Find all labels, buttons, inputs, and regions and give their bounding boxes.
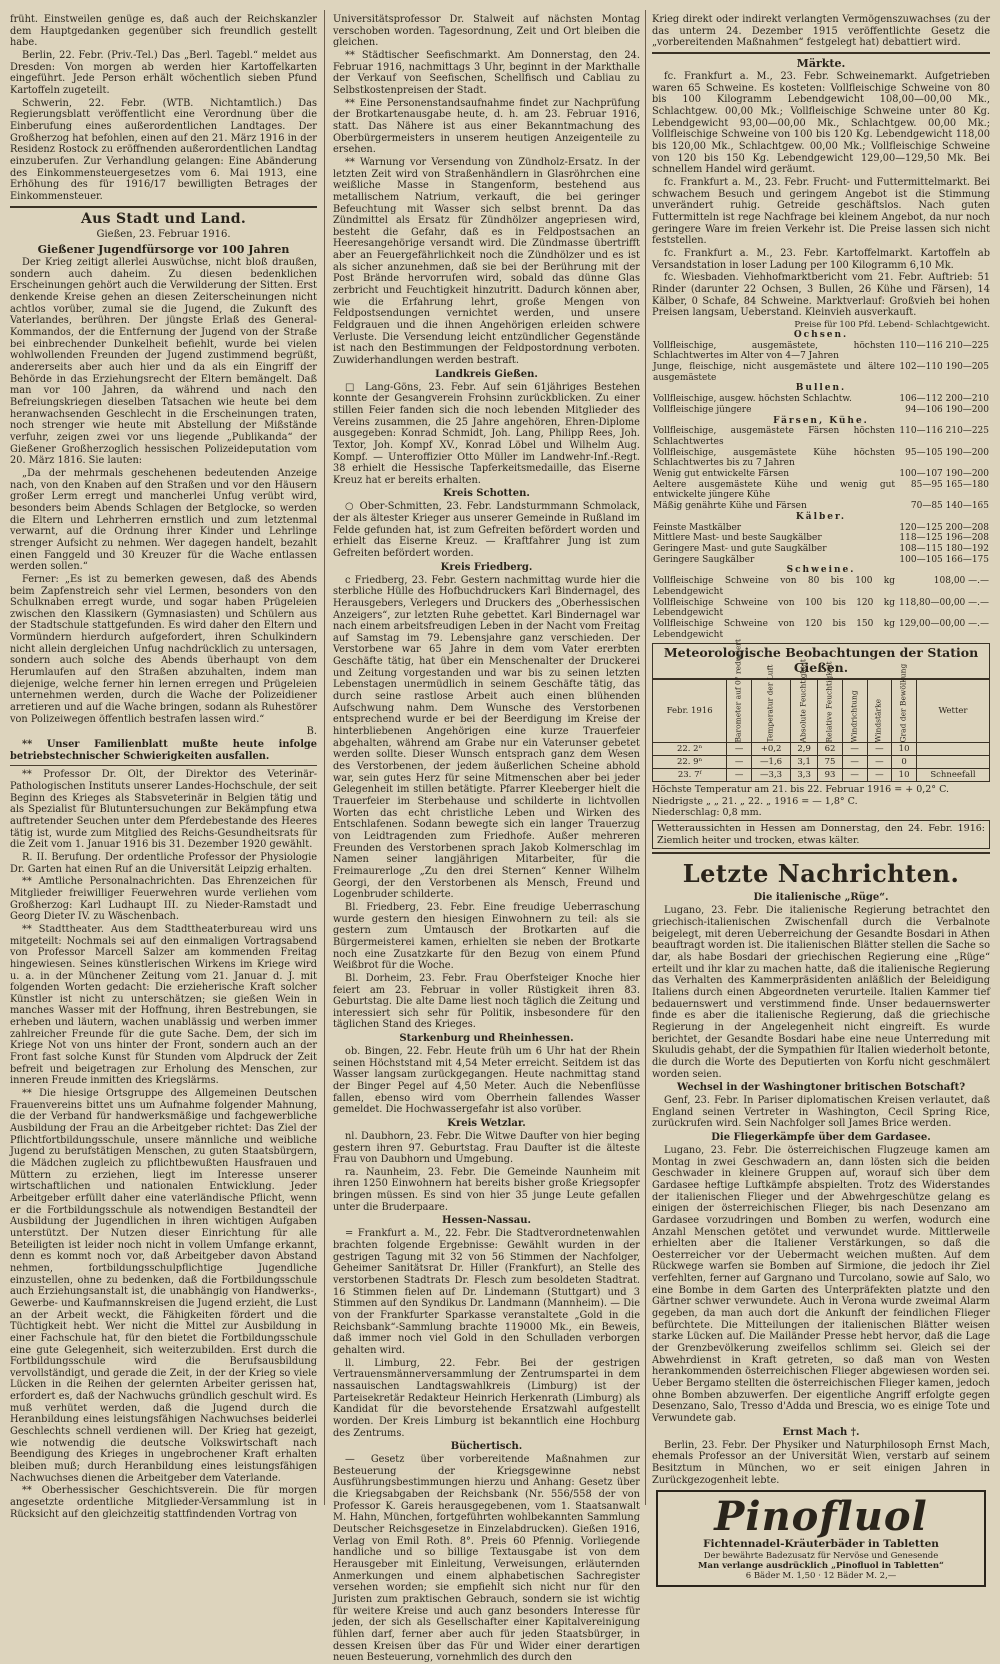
article-text: nl. Daubhorn, 23. Febr. Die Witwe Daufter von hier beging gestern ihren 97. Geburtstag. Frau Daufter ist die älteste Frau von Daubhorn und Umgebung. (333, 1130, 640, 1166)
article-text: Berlin, 23. Febr. Der Physiker und Naturphilosoph Ernst Mach, ehemals Professor an der Universität Wien, verstarb auf seinem Besitztum in München, wo er seit einigen Jahren in Zurückgezogenheit lebte. (652, 1439, 990, 1486)
weather-max: Höchste Temperatur am 21. bis 22. Februar 1916 = + 0,2° C. (652, 784, 950, 796)
price-row: Vollfleischige Schweine von 80 bis 100 kg Lebendgewicht 108,00 —.— (653, 576, 989, 597)
price-row: Vollfleischige, ausgemästete, höchsten Schlachtwertes im Alter von 4—7 Jahren 110—116 210—225 (653, 340, 989, 362)
market-report: fc. Frankfurt a. M., 23. Febr. Schweinemarkt. Aufgetrieben waren 65 Schweine. Es kosteten: Vollfleischige Schweine von 80 bis 100 Kilogramm Lebendgewicht 108,00—00,00 Mk., Schlachtgew. 00,00 Mk.; Vollfleischige Schweine unter 80 Kg. Lebendgewicht 93,00—00,00 Mk., Schlachtgew. 00,00 Mk.; Vollfleischige Schweine von 100 bis 120 Kg. Lebendgewicht 118,00 bis 120,00 Mk., Schlachtgew. 00,00 Mk.; Vollfleischige Schweine von 120 bis 150 Kg. Lebendgewicht 129,00—129,50 Mk. Bei schnellem Handel wird geräumt. (652, 71, 990, 176)
price-row: Aeltere ausgemästete Kühe und wenig gut entwickelte jüngere Kühe 85—95 165—180 (653, 479, 989, 501)
article-text: ob. Bingen, 22. Febr. Heute früh um 6 Uhr hat der Rhein seinen Höchststand mit 4,54 Meter erreicht. Seitdem ist das Wasser langsam zurückgegangen. Heute nachmittag stand der Binger Pegel auf 4,50 Meter. Auch die Nebenflüsse fallen, ebenso wird vom Oberrhein fallendes Wasser gemeldet. Die Hochwassergefahr ist also vorüber. (333, 1046, 640, 1116)
article-text: □ Lang-Göns, 23. Febr. Auf sein 61jähriges Bestehen konnte der Gesangverein Frohsinn zurückblicken. Zu einer stillen Feier fanden sich die noch lebenden Mitglieder des Vereins zusammen, die 25 Jahre angehören, Ehren-Diplome ausgegeben: Konrad Schmidt, Joh. Lang, Philipp Rees, Joh. Textor, Joh. Kompf XV., Konrad Löbel und Wilhelm Aug. Kompf. — Unteroffizier Otto Müller im Landwehr-Inf.-Regt. 38 erhielt die Hessische Tapferkeitsmedaille, das Eiserne Kreuz hat er bereits erhalten. (333, 381, 640, 486)
article-text: Krieg direkt oder indirekt verlangten Vermögenszuwachses (zu der das unterm 24. Dezember 1915 veröffentlichte Gesetz die „vorbereitenden Maßnahmen“ festgelegt hat) debattiert wird. (652, 14, 990, 49)
region-heading: Hessen-Nassau. (442, 1215, 531, 1227)
article-text: „Da der mehrmals geschehenen bedeutenden Anzeige nach, von den Knaben auf den Straßen und vor den Häusern großer Lerm erregt und mancherlei Unfug verübt wird, besonders beim Abends Schlagen der Betglocke, so werden die Eltern und Lehrherren ernstlich und zum letztenmal verwarnt, auf die Ordnung ihrer Kinder und Lehrlinge strenger Aufsicht zu nehmen. Wer dagegen handelt, bezahlt einen Fanggeld und 30 Kreuzer für die Wache entlassen werden sollen.“ (10, 467, 317, 573)
weather-column-header: Temperatur der Luft (751, 680, 790, 743)
region-heading: Starkenburg und Rheinhessen. (399, 1033, 574, 1045)
article-text: ** Eine Personenstandsaufnahme findet zur Nachprüfung der Brotkartenausgabe heute, d. h. am 23. Februar 1916, statt. Das Nähere ist aus einer Bekanntmachung des Oberbürgermeisters in unserem heutigen Anzeigenteile zu ersehen. (333, 97, 640, 156)
weather-column-header: Barometer auf 0° reduziert (727, 680, 752, 743)
divider (10, 765, 317, 766)
price-row: Mäßig genährte Kühe und Färsen 70—85 140—165 (653, 501, 989, 512)
price-row: Vollfleischige, ausgemästete Färsen höchsten Schlachtwertes 110—116 210—225 (653, 426, 989, 447)
section-heading-maerkte: Märkte. (796, 56, 846, 70)
region-heading: Kreis Friedberg. (440, 561, 533, 573)
price-category: Färsen, Kühe. (773, 415, 869, 426)
region-heading: Landkreis Gießen. (435, 368, 538, 380)
price-category: Ochsen. (793, 329, 849, 340)
article-headline: Die italienische „Rüge“. (753, 892, 889, 904)
column-middle (333, 14, 640, 1664)
price-category: Schweine. (786, 565, 856, 576)
article-text: Der Krieg zeitigt allerlei Auswüchse, nicht bloß draußen, sondern auch daheim. Zu diesen bedenklichen Erscheinungen gehört auch die Verwilderung der Sitten. Erst denkende Kreise gehen an diesen Zeiterscheinungen nicht achtlos vorüber, zumal sie die Jugend, die Zukunft des Vaterlandes, berühren. Der jüngste Erlaß des General-Kommandos, der die Entfernung der Jugend von der Straße bei einbrechender Dunkelheit befiehlt, wurde bei vielen wohlwollenden Freunden der Jugend zustimmend begrüßt, andererseits aber auch hier und da als ein Eingriff der Behörde in das Erziehungsrecht der Eltern bemängelt. Daß man vor 100 Jahren, da während und nach den Befreiungskriegen dieselben Tatsachen wie heute bei dem heranwachsenden Geschlecht in die Erscheinungen traten, noch strenger wie heute mit Abstellung der Mißstände verfuhr, zeigen zwei vor uns liegende „Publikanda“ der Gießener Großherzoglich hessischen Polizeideputation vom 20. März 1816. Sie lauten: (10, 257, 317, 467)
price-row: Feinste Mastkälber 120—125 200—208 (653, 522, 989, 533)
dateline: Gießen, 23. Februar 1916. (96, 229, 231, 241)
weather-column-header: Febr. 1916 (653, 680, 727, 743)
price-row: Vollfleischige jüngere 94—106 190—200 (653, 404, 989, 415)
region-heading: Kreis Schotten. (443, 488, 530, 500)
ad-price: 6 Bäder M. 1,50 · 12 Bäder M. 2,— (745, 1570, 897, 1581)
article-text: Bl. Friedberg, 23. Febr. Eine freudige Ueberraschung wurde gestern den hiesigen Einwohnern zu teil: als sie gestern zum Umtausch der Brotkarten auf die Bürgermeisterei kamen, erhielten sie neben der Brotkarte noch eine Zusatzkarte für den Bezug von einem Pfund Weißbrot für die Woche. (333, 901, 640, 972)
price-row: Vollfleischige Schweine von 120 bis 150 kg Lebendgewicht 129,00—00,00 —.— (653, 618, 989, 640)
article-text: c Friedberg, 23. Febr. Gestern nachmittag wurde hier die sterbliche Hülle des Hofbuchdruckers Karl Bindernagel, des Herausgebers, Verlegers und Druckers des „Oberhessischen Anzeigers“, zur letzten Ruhe gebettet. Karl Bindernagel war nach einem arbeitsfreudigen Leben in der Nacht vom Freitag auf Samstag im 79. Lebensjahre ganz verschieden. Der Verstorbene war 65 Jahre in dem vom Vater ererbten Geschäfte tätig, hat über ein Menschenalter der Druckerei und Zeitung vorgestanden und war bis zu seinen letzten Lebenstagen unermüdlich in seinem Geschäfte tätig, das durch seine rastlose Arbeit auch einen blühenden Aufschwung nahm. Dem Wunsche des Verstorbenen entsprechend wurde er bei der Beerdigung im Kreise der hinterbliebenen Angehörigen eine kurze Trauerfeier abgehalten, während am Grabe nur ein Vaterunser gebetet werden sollte. Dieser Wunsch entsprach ganz dem Wesen des Verstorbenen, der jedem äußerlichen Scheine abhold war, sein gutes Herz für seine Mitmenschen aber bei jeder Gelegenheit im stillen betätigte. Pfarrer Kleeberger hielt die Trauerfeier im Sterbehause und schilderte in lichtvollen Worten das echt christliche Leben und Wirken des Entschlafenen. Sodann bewegte sich ein langer Trauerzug von Leidtragenden zum Friedhofe. Außer mehreren Freunden des Verstorbenen sprach Jakob Kolmerschlag im Namen seiner langjährigen Mitarbeiter, für die Freimaurerloge „Zu den drei Sternen“ Kenner Wilhelm Georgi, der den Verstorbenen als Mensch, Freund und Logenbruder schilderte. (333, 574, 640, 901)
article-text: — Gesetz über vorbereitende Maßnahmen zur Besteuerung der Kriegsgewinne nebst Ausführungsbestimmungen hierzu und Anhang: Gesetz über die Kriegsabgaben der Reichsbank (Nr. 556/558 der von Professor K. Gareis herausgegebenen, vom 1. Staatsanwalt M. Hahn, München, fortgeführten wohlbekannten Sammlung Deutscher Reichsgesetze in Einzelabdrucken). Gießen 1916, Verlag von Emil Roth. 8°. Preis 60 Pfennig. Vorliegende handliche und so billige Textausgabe ist von dem Herausgeber mit Einleitung, Verweisungen, erläuternden Anmerkungen und einem alphabetischen Sachregister versehen worden; sie empfiehlt sich nicht nur für den Juristen zum praktischen Gebrauch, sondern sie ist wichtig für weitere Kreise und auch ganz besonders Interesse für jeden, der sich als Gesellschafter einer Kapitalvereinigung fühlen darf, ferner aber auch für jeden Staatsbürger, in dessen Kreisen über das Für und Wider einer derartigen neuen Besteuerung, vornehmlich des durch den (333, 1454, 640, 1664)
ad-text: Fichtennadel-Kräuterbäder in Tabletten (703, 1538, 939, 1551)
article-text: Berlin, 22. Febr. (Priv.-Tel.) Das „Berl. Tagebl.“ meldet aus Dresden: Von morgen ab werden hier Kartoffelkarten eingeführt. Jede Person erhält wöchentlich sieben Pfund Kartoffeln zugeteilt. (10, 49, 317, 96)
article-text: Ferner: „Es ist zu bemerken gewesen, daß des Abends beim Zapfenstreich sehr viel Lermen, besonders von den Schulknaben erregt wurde, und sogar haben Prügeleien zwischen den Klassikern (Gymnasiasten) und Schülern aus der Stadtschule stattgefunden. Es wird daher den Eltern und Vormündern hierdurch aufgefordert, ihren Schulkindern nicht allein dergleichen Unfug nachdrücklich zu untersagen, sondern auch solche des Abends überhaupt von dem Herumlaufen auf den Straßen abzuhalten, indem man diejenige, welche ferner hin lernen erregen und Prügeleien unternehmen werden, durch die Wache der Polizeidiener arretieren und auf die Wache bringen, sodann als Ruhestörer von Polizeiwegen öffentlich bestrafen lassen wird.“ (10, 573, 317, 725)
article-headline: Die Fliegerkämpfe über dem Gardasee. (711, 1132, 931, 1144)
weather-forecast: Wetteraussichten in Hessen am Donnerstag, den 24. Febr. 1916: Ziemlich heiter und trocken, etwas kälter. (652, 820, 990, 849)
article-headline: Gießener Jugendfürsorge vor 100 Jahren (37, 243, 290, 257)
weather-column-header: Absolute Feuchtigkeit (791, 680, 818, 743)
article-text: Lugano, 23. Febr. Die italienische Regierung betrachtet den griechisch-italienischen Zwischenfall durch die Verbalnote beigelegt, mit deren Ueberreichung der Gesandte Bosdari in Athen beauftragt worden ist. Die italienischen Blätter stellen die Sache so dar, als habe Bosdari der griechischen Regierung eine „Rüge“ erteilt und ihr klar zu machen hatte, daß die italienische Regierung das Verhalten des Kammerpräsidenten anläßlich der Beleidigung Italiens durch einen Abgeordneten verurteile. Italien Kammer tief bedauernswert und verstimmend finde. Unser bedauernswerter finde es aber die italienische Regierung, daß die griechische Regierung in der Angelegenheit nicht eingreift. Es wurde berichtet, der Gesandte Bosdari habe eine neue Unterredung mit Skuludis gehabt, der die Sympathien für Italien wiederholt betonte, die durch die Worte des Deputierten von Korfu nicht geschmälert worden seien. (652, 905, 990, 1080)
region-heading: Kreis Wetzlar. (447, 1117, 526, 1129)
article-text: R. II. Berufung. Der ordentliche Professor der Physiologie Dr. Garten hat einen Ruf an die Universität Leipzig erhalten. (10, 851, 317, 875)
article-text: ** Warnung vor Versendung von Zündholz-Ersatz. In der letzten Zeit wird von Straßenhändlern in Glasröhrchen eine weißliche Masse in Stangenform, bestehend aus metallischem Natrium, verkauft, die bei geringer Befeuchtung mit Wasser sich selbst brennt. Da das Zündmittel als Ersatz für Zündhölzer angepriesen wird, besteht die Gefahr, daß es in Feldpostsachen an Heeresangehörige versandt wird. Die Zündmasse übertrifft aber an Feuergefährlichkeit noch die Zündhölzer und es ist als sicher anzunehmen, daß sie bei der Berührung mit der Post Brände hervorrufen wird, sobald das dünne Glas zerbricht und Feuchtigkeit hinzutritt. Dadurch können aber, wie die Erfahrung lehrt, große Mengen von Feldpostsendungen vernichtet werden, und unsere Feldgrauen und die ihnen Angehörigen erleiden schwere Verluste. Die Versendung leicht entzündlicher Gegenstände ist nach den Bestimmungen der Feldpostordnung verboten. Zuwiderhandlungen werden bestraft. (333, 156, 640, 367)
price-row: Vollfleischige, ausgemästete Kühe höchsten Schlachtwertes bis zu 7 Jahren 95—105 190—200 (653, 447, 989, 469)
article-text: ** Die hiesige Ortsgruppe des Allgemeinen Deutschen Frauenvereins bittet uns um Aufnahme folgender Mahnung, die der Verband für handwerksmäßige und fachgewerbliche Ausbildung der Frau an die Arbeitgeber richtet: Das Ziel der Pflichtfortbildungsschule, unsere männliche und weibliche Jugend zu berufstätigen Menschen, zu guten Staatsbürgern, die Mädchen zugleich zu pflichtbewußten Hausfrauen und Müttern zu erziehen, liegt im Interesse unserer wirtschaftlichen und nationalen Entwicklung. Jeder Arbeitgeber erfüllt daher eine vaterländische Pflicht, wenn er die Fortbildungsschule als notwendigen Bestandteil der Ausbildung der Jugendlichen in ihren wichtigen Aufgaben unterstützt. Der Nutzen dieser Einrichtung für alle Beteiligten ist leider noch nicht in vollem Umfange erkannt, denn es kommt noch vor, daß Arbeitgeber davon Abstand nehmen, fortbildungsschulpflichtige Jugendliche einzustellen, ohne zu bedenken, daß die Fortbildungsschule auch Erziehungsanstalt ist, die unabhängig von Handwerks-, Gewerbe- und Kaufmannskreisen die Jugend erzieht, die Lust an der Arbeit weckt, die Fähigkeiten fördert und die Tüchtigkeit hebt. Wer nicht die Mittel zur Ausbildung in einer Fachschule hat, für den bietet die Fortbildungsschule eine gute Gelegenheit, sich weiterzubilden. Erst durch die Fortbildungsschule wird die Berufsausbildung vervollständigt, und gerade die Zeit, in der der Krieg so viele Lücken in die Reihen der gelernten Arbeiter gerissen hat, erfordert es, daß der Nachwuchs gründlich geschult wird. Es muß verhütet werden, daß die Jugend durch die Heranbildung eines leistungsfähigen Nachwuchses beiderlei Geschlechts schnell verdienen will. Der Krieg hat gezeigt, wie notwendig die deutsche Volkswirtschaft nach Beendigung des Krieges in ungebrochener Kraft erhalten bleiben muß; durch Heranbildung eines leistungsfähigen Nachwuchses dienen die Arbeitgeber dem Vaterlande. (10, 1088, 317, 1484)
article-headline: Wechsel in der Washingtoner britischen Botschaft? (676, 1082, 966, 1094)
ad-text: Man verlange ausdrücklich „Pinofluol in Tabletten“ (698, 1560, 944, 1571)
weather-row: 23. 7ᶠ — —3,3 3,3 93 — — 10 Schneefall (653, 769, 990, 782)
market-report: fc. Frankfurt a. M., 23. Febr. Kartoffelmarkt. Kartoffeln ab Versandstation in loser Ladung per 100 Kilogramm 6,10 Mk. (652, 247, 990, 271)
weather-column-header: Grad der Bewölkung (892, 680, 917, 743)
article-text: Schwerin, 22. Febr. (WTB. Nichtamtlich.) Das Regierungsblatt veröffentlicht eine Verordnung über die Einberufung eines außerordentlichen Landtages. Der Großherzog hat befohlen, einen auf den 21. März 1916 in der Residenz Rostock zu eröffnenden außerordentlichen Landtag einzuberufen. Zur Verhandlung gelangen: Eine Abänderung des Einkommensteuergesetzes vom 6. Mai 1913, eine Erhöhung des für 1916/17 bewilligten Betrages der Einkommensteuer. (10, 97, 317, 202)
weather-column-header: Relative Feuchtigkeit (818, 680, 843, 743)
price-row: Wenig gut entwickelte Färsen 100—107 190—200 (653, 469, 989, 480)
section-title: Aus Stadt und Land. (80, 210, 247, 227)
divider (10, 206, 317, 208)
weather-precip: Niederschlag: 0,8 mm. (652, 807, 762, 818)
weather-column-header: Windstärke (867, 680, 892, 743)
divider (652, 52, 990, 54)
ad-logo: Pinofluol (714, 1493, 928, 1541)
article-text: ll. Limburg, 22. Febr. Bei der gestrigen Vertrauensmännerversammlung der Zentrumspartei in dem nassauischen Landtagswahlkreis (Limburg) ist der Parteisekretär Redakteur Heinrich Herkenrath (Limburg) als Kandidat für die bevorstehende Ersatzwahl aufgestellt worden. Der Kreis Limburg ist bekanntlich eine Hochburg des Zentrums. (333, 1357, 640, 1439)
weather-row: 22. 2ⁿ — +0,2 2,9 62 — — 10 (653, 743, 990, 756)
price-row: Mittlere Mast- und beste Saugkälber 118—125 196—208 (653, 533, 989, 544)
market-report: fc. Wiesbaden. Viehhofmarktbericht vom 21. Febr. Auftrieb: 51 Rinder (darunter 22 Ochsen, 3 Bullen, 26 Kühe und Färsen), 14 Kälber, 0 Schafe, 84 Schweine. Marktverlauf: Großvieh bei hohen Preisen langsam, Ueberstand. Kleinvieh ausverkauft. (652, 272, 990, 319)
price-row: Vollfleischige, ausgew. höchsten Schlachtw. 106—112 200—210 (653, 394, 989, 405)
article-text: ** Professor Dr. Olt, der Direktor des Veterinär-Pathologischen Instituts unserer Landes-Hochschule, der seit Beginn des Krieges als Stabsveterinär in Belgien tätig und als Spezialist für Blutuntersuchungen zur Bekämpfung etwa auftretender Seuchen unter dem Pferdebestande des Heeres tätig ist, wurde zum Mitglied des Reichs-Gesundheitsrats für die Zeit vom 1. Januar 1916 bis 31. Dezember 1920 gewählt. (10, 769, 317, 851)
price-row: Vollfleischige Schweine von 100 bis 120 kg Lebendgewicht 118,80—00,00 —.— (653, 597, 989, 619)
price-row: Junge, fleischige, nicht ausgemästete und ältere ausgemästete 102—110 190—205 (653, 362, 989, 383)
price-category: Bullen. (795, 383, 847, 394)
weather-table-title: Meteorologische Beobachtungen der Station Gießen. (652, 643, 990, 679)
article-text: ** Amtliche Personalnachrichten. Das Ehrenzeichen für Mitglieder freiwilliger Feuerwehren wurde verliehen vom Großherzog: Karl Ludhaupt III. zu Nieder-Ramstadt und Georg Dieter IV. zu Wäschenbach. (10, 876, 317, 923)
weather-min: Niedrigste „ „ 21. „ 22. „ 1916 = — 1,8° C. (652, 795, 858, 807)
author-initial: B. (306, 726, 317, 738)
article-text: Universitätsprofessor Dr. Stalweit auf nächsten Montag verschoben worden. Tagesordnung, Zeit und Ort bleiben die gleichen. (333, 14, 640, 49)
price-row: Geringere Saugkälber 100—105 166—175 (653, 554, 989, 565)
article-text: ** Stadttheater. Aus dem Stadttheaterbureau wird uns mitgeteilt: Nochmals sei auf den einmaligen Vortragsabend von Professor Marcell Salzer am kommenden Freitag hingewiesen. Seines künstlerischen Wirkens im Kriege wird u. a. in der Münchener Zeitung vom 21. Januar d. J. mit folgenden Worten gedacht: Die erzieherische Kraft solcher Künstler ist nicht zu unterschätzen; sie gießen Wein in manches Wasser mit der Hoffnung, ihren Bestrebungen, sie erheben und läutern, wachen unablässig und werben immer zahlreicher Freunde für die gute Sache. Dem, der sich im Kriege Not von uns hinter der Front, sondern auch an der Front fast solche Kunst für Stunden vom Alpdruck der Zeit befreit und beigetragen zur Erholung des Menschen, zur inneren Freude inmitten des Kriegslärms. (10, 923, 317, 1087)
weather-row: 22. 9ⁿ — —1,6 3,1 75 — — 0 (653, 756, 990, 769)
divider (652, 852, 990, 854)
article-text: Genf, 23. Febr. In Pariser diplomatischen Kreisen verlautet, daß England seinen Vertreter in Washington, Cecil Spring Rice, zurückrufen wird. Sein Nachfolger soll James Brice werden. (652, 1095, 990, 1130)
market-report: fc. Frankfurt a. M., 23. Febr. Frucht- und Futtermittelmarkt. Bei schwachem Besuch und geringem Angebot ist die Stimmung unverändert ruhig. Getreide geschäftslos. Nach guten Futtermitteln ist rege Nachfrage bei kleinem Angebot, da nur noch geringere Ware im freien Verkehr ist. Die Preise lassen sich nicht feststellen. (652, 176, 990, 247)
region-heading: Büchertisch. (450, 1441, 523, 1453)
column-rule (645, 10, 646, 1505)
article-text: ** Städtischer Seefischmarkt. Am Donnerstag, den 24. Februar 1916, nachmittags 3 Uhr, beginnt in der Markthalle der Verkauf von Seefischen, Schellfisch und Cabliau zu Selbstkostenpreisen der Stadt. (333, 49, 640, 96)
article-headline: Ernst Mach †. (782, 1426, 860, 1438)
price-table-header: Preise für 100 Pfd. Lebend- Schlachtgewicht. (794, 319, 990, 330)
price-row: Geringere Mast- und gute Saugkälber 108—115 180—192 (653, 544, 989, 554)
advertisement (656, 1490, 986, 1587)
article-text: ra. Naunheim, 23. Febr. Die Gemeinde Naunheim mit ihren 1250 Einwohnern hat bereits bisher große Kriegsopfer bringen müssen. Es sind von hier 35 junge Leute gefallen unter die Bruderpaare. (333, 1166, 640, 1213)
article-text: = Frankfurt a. M., 22. Febr. Die Stadtverordnetenwahlen brachten folgende Ergebnisse: Gewählt wurden in der gestrigen Tagung mit 32 von 56 Stimmen der Nachfolger, Geheimer Sanitätsrat Dr. Hiller (Frankfurt), an Stelle des verstorbenen Stadtrats Dr. Flesch zum besoldeten Stadtrat. 16 Stimmen fielen auf Dr. Lindemann (Stuttgart) und 3 Stimmen auf den Syndikus Dr. Landmann (Mannheim). — Die von der Frankfurter Sparkasse veranstaltete „Gold in die Reichsbank“-Sammlung brachte 119000 Mk., ein Beweis, daß immer noch viel Gold in den Schulladen verborgen gehalten wird. (333, 1228, 640, 1356)
article-text: Bl. Dorheim, 23. Febr. Frau Oberfsteiger Knoche hier feiert am 23. Februar in voller Rüstigkeit ihren 83. Geburtstag. Die alte Dame liest noch täglich die Zeitung und interessiert sich sehr für Politik, insbesondere für den täglichen Stand des Krieges. (333, 972, 640, 1031)
article-text: Lugano, 23. Febr. Die österreichischen Flugzeuge kamen am Montag in zwei Geschwadern an, dann lösten sich die beiden Geschwader in kleinere Gruppen auf, worauf sich über dem Gardasee heftige Luftkämpfe abspielten. Trotz des Widerstandes der italienischen Flieger und der Abwehrgeschütze gelang es einigen der österreichischen Flieger, bis nach Desenzano am Gardasee vorzudringen und Bomben zu werfen, wodurch eine Anzahl Menschen getötet und verwundet wurde. Mittlerweile erhielten aber die Italiener Verstärkungen, so daß die Oesterreicher vor der Uebermacht weichen mußten. Auf dem Rückwege warfen sie Bomben auf Sirmione, die jedoch ihr Ziel verfehlten, ferner auf Gargnano und Turcolano, sowie auf Salo, wo eine Bombe in dem Garten des Unterpräfekten platzte und den Gärtner schwer verwundete. Auch in Verona wurde zweimal Alarm gegeben, da man auch dort die Ankunft der feindlichen Flieger befürchtete. Die Mitteilungen der italienischen Blätter weisen starke Lücken auf. Die Mailänder Presse hebt hervor, daß die Lage der Grenzbevölkerung zweifellos schlimm sei. Gleich sei der Abwehrdienst in Kraft getreten, so daß man von Westen herankommenden österreichischen Flieger abgewiesen worden sei. Ueber Bergamo stellten die österreichischen Flieger kamen, jedoch ohne Bomben abzuwerfen. Der eigentliche Angriff erfolgte gegen Desenzano, Salo, Tresso d'Adda und Brescia, wo es einige Tote und Verwundete gab. (652, 1144, 990, 1425)
price-table (652, 330, 990, 640)
article-text: früht. Einstweilen genüge es, daß auch der Reichskanzler dem Hauptgedanken gegenüber sich freundlich gestellt habe. (10, 14, 317, 49)
notice-text: ** Unser Familienblatt mußte heute infolge betriebstechnischer Schwierigkeiten ausfallen. (10, 739, 317, 762)
price-category: Kälber. (795, 511, 847, 522)
ad-text: Der bewährte Badezusatz für Nervöse und Genesende (703, 1550, 939, 1561)
column-right (652, 14, 990, 1581)
article-text: ○ Ober-Schmitten, 23. Febr. Landsturmmann Schmolack, der als ältester Krieger aus unserer Gemeinde in Rußland im Felde gefunden hat, ist zum Gefreiten befördert worden und erhielt das Eiserne Kreuz. — Kraftfahrer Jung ist zum Gefreiten befördert worden. (333, 501, 640, 559)
column-left (10, 14, 317, 1520)
column-rule (324, 10, 325, 1505)
weather-column-header: Windrichtung (842, 680, 867, 743)
latest-news-title: Letzte Nachrichten. (682, 858, 960, 888)
weather-column-header: Wetter (916, 680, 989, 743)
article-text: ** Oberhessischer Geschichtsverein. Die für morgen angesetzte ordentliche Mitglieder-Versammlung ist in Rücksicht auf den gleichzeitig stattfindenden Vortrag von (10, 1485, 317, 1520)
